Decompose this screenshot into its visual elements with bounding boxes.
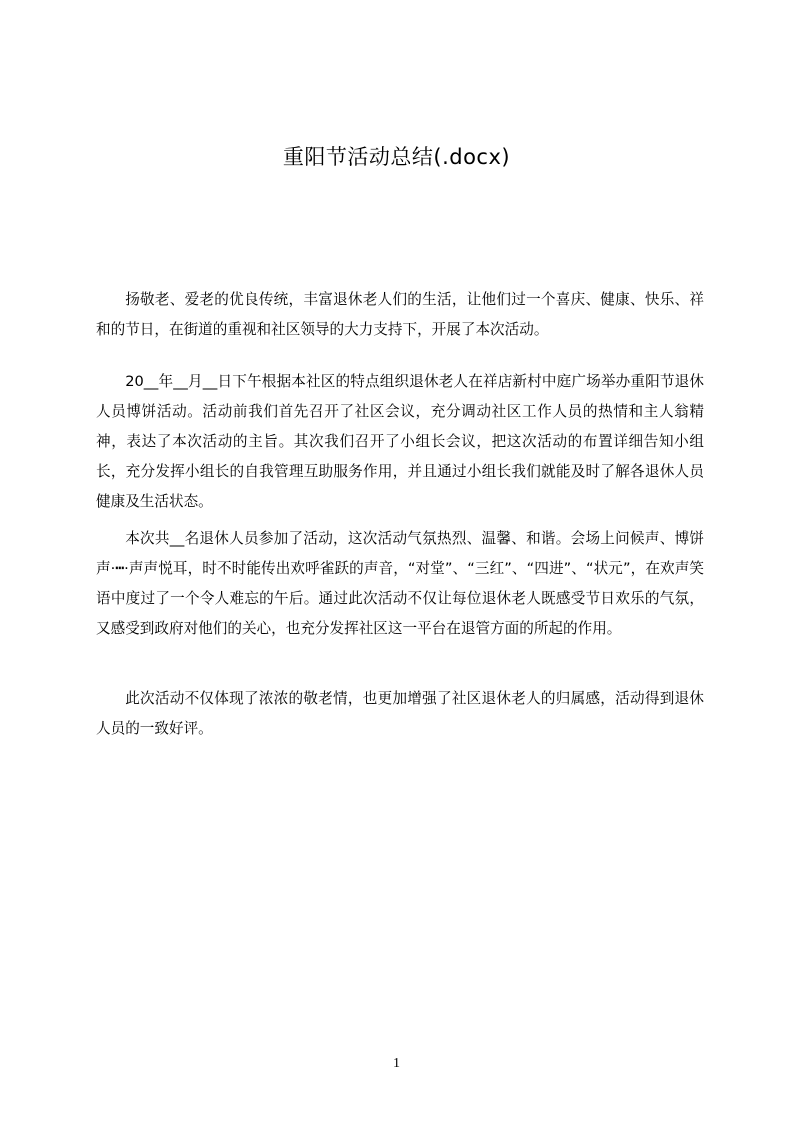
paragraph-event-atmosphere: 本次共__名退休人员参加了活动，这次活动气氛热烈、温馨、和谐。会场上问候声、博饼声·┅·声声悦耳，时不时能传出欢呼雀跃的声音，“对堂”、“三红”、“四进”、“状元”，在欢声笑语中度过了一个令人难忘的午后。通过此次活动不仅让每位退休老人既感受节日欢乐的气氛，又感受到政府对他们的关心，也充分发挥社区这一平台在退管方面的所起的作用。 (96, 530, 704, 637)
paragraph-intro: 扬敬老、爱老的优良传统，丰富退休老人们的生活，让他们过一个喜庆、健康、快乐、祥和的节日，在街道的重视和社区领导的大力支持下，开展了本次活动。 (96, 291, 704, 338)
paragraph-conclusion: 此次活动不仅体现了浓浓的敬老情，也更加增强了社区退休老人的归属感，活动得到退休人员的一致好评。 (96, 690, 704, 737)
document-title: 重阳节活动总结(.docx) (282, 145, 511, 169)
page-number: 1 (393, 1056, 400, 1071)
paragraph-event-preparation: 20__年__月__日下午根据本社区的特点组织退休老人在祥店新村中庭广场举办重阳节退休人员博饼活动。活动前我们首先召开了社区会议，充分调动社区工作人员的热情和主人翁精神，表达了本次活动的主旨。其次我们召开了小组长会议，把这次活动的布置详细告知小组长，充分发挥小组长的自我管理互助服务作用，并且通过小组长我们就能及时了解各退休人员健康及生活状态。 (96, 373, 704, 510)
